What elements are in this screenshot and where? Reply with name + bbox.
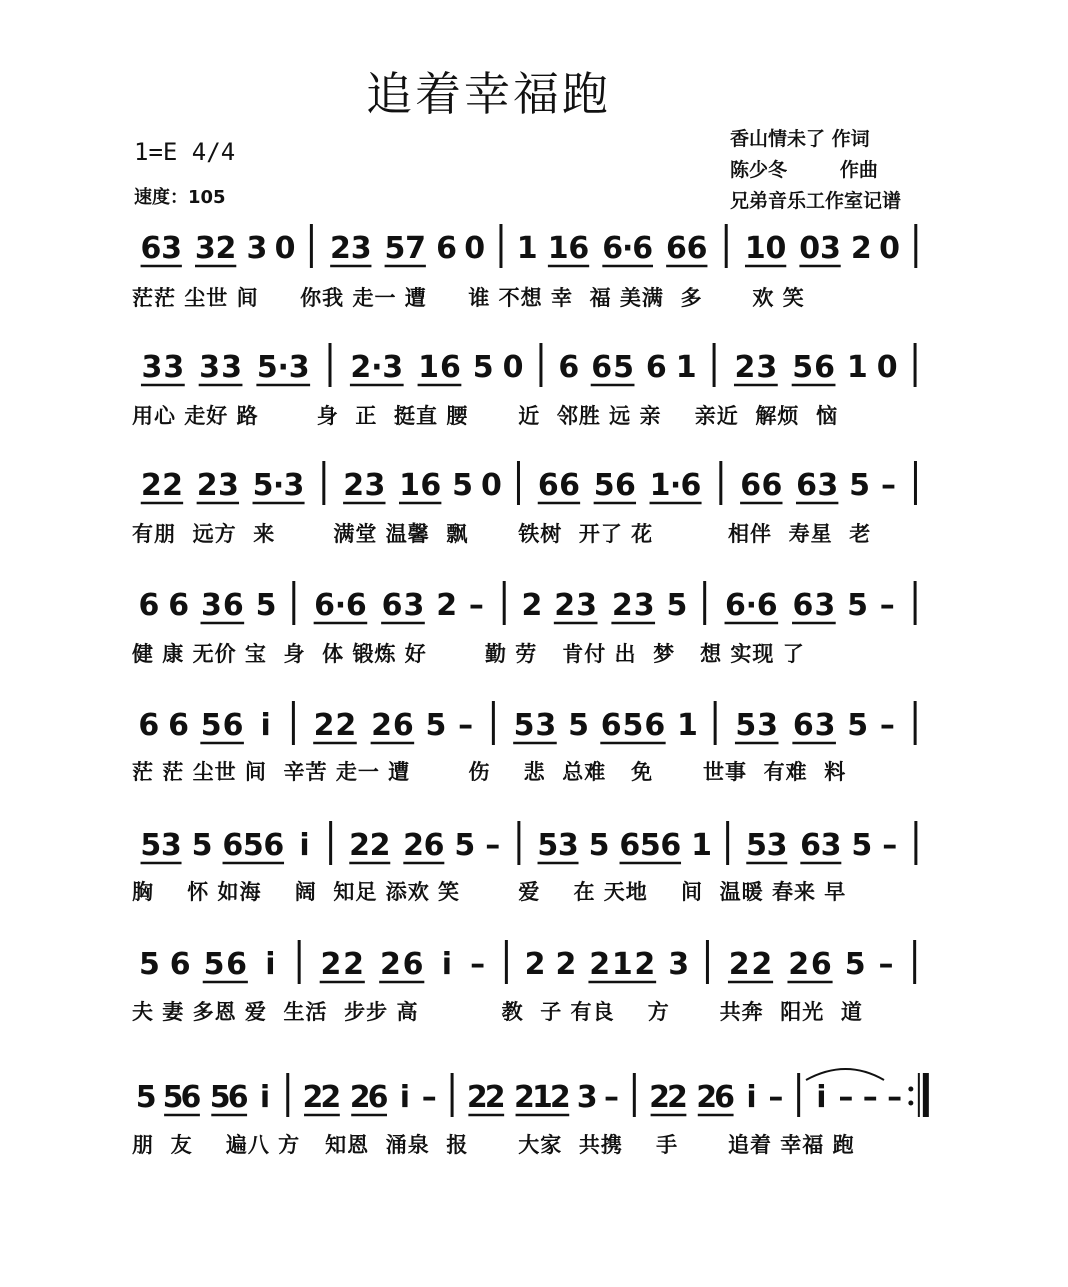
note: 3 (817, 468, 839, 503)
note: 5 (537, 828, 559, 863)
note: i (746, 1080, 757, 1115)
note: – (485, 828, 501, 863)
note: 2 (554, 588, 576, 623)
note: 5 (191, 828, 213, 863)
note: 2 (140, 468, 162, 503)
note: i (260, 708, 271, 743)
note: 2 (484, 1080, 506, 1115)
note: 3 (766, 828, 788, 863)
note: 2 (589, 947, 611, 982)
note: 2 (634, 947, 656, 982)
note: 6 (439, 350, 461, 385)
note: 6 (600, 708, 622, 743)
note: 1 (418, 350, 439, 385)
note: 1 (547, 231, 569, 266)
note: 3 (820, 828, 842, 863)
note: 2 (751, 947, 773, 982)
note: 6 (138, 588, 160, 623)
note: 6 (614, 468, 636, 503)
note: 3 (160, 828, 182, 863)
note: 2 (380, 947, 401, 982)
note: 2 (436, 588, 458, 623)
note: 2 (466, 1080, 488, 1115)
note: 2 (302, 1080, 324, 1115)
note: 1 (676, 708, 698, 743)
note: i (441, 947, 453, 982)
note: 2 (734, 350, 756, 385)
note: 3 (535, 708, 557, 743)
note: 5 (622, 708, 644, 743)
note: – (887, 1080, 903, 1115)
note: 1 (531, 1080, 553, 1115)
note: 1 (675, 350, 697, 385)
note: 6 (686, 231, 708, 266)
note: i (816, 1080, 827, 1115)
note: 1 (649, 468, 671, 503)
note: 5 (200, 708, 222, 743)
note: 5 (454, 828, 476, 863)
note: 5 (613, 350, 634, 385)
note: 2 (403, 828, 425, 863)
note: 0 (464, 231, 486, 266)
dot: · (669, 468, 682, 503)
lyric-line: 胸 怀 如海 阔 知足 添欢 笑 爱 在 天地 间 温暖 春来 早 (132, 880, 847, 904)
dot: · (371, 350, 383, 385)
note: 5 (242, 828, 264, 863)
note: 5 (255, 588, 277, 623)
note: 3 (199, 350, 221, 385)
note: 6 (796, 468, 818, 503)
note: 5 (252, 468, 274, 503)
note: 6 (591, 350, 613, 385)
note: 3 (668, 947, 690, 982)
note: – (862, 1080, 878, 1115)
note: 2 (349, 828, 370, 863)
note: 3 (217, 468, 239, 503)
lyric-line: 茫茫 尘世 间 你我 走一 遭 谁 不想 幸 福 美满 多 欢 笑 (132, 286, 805, 310)
note: 5 (203, 947, 225, 982)
note: 6 (792, 588, 814, 623)
lyricist-credit: 香山情未了 作词 (730, 128, 870, 150)
note: 2 (850, 231, 872, 266)
note: 3 (163, 350, 185, 385)
note: 2 (350, 350, 372, 385)
note: 5 (588, 828, 610, 863)
note: 6 (666, 231, 687, 266)
note: 2 (696, 1080, 718, 1115)
note: 6 (740, 468, 762, 503)
note: – (768, 1080, 784, 1115)
note: 2 (196, 468, 218, 503)
note: 5 (472, 350, 494, 385)
note: 1 (691, 828, 712, 863)
note: 6 (756, 588, 778, 623)
note: 7 (405, 231, 426, 266)
note: 3 (814, 708, 836, 743)
dot: · (334, 588, 347, 623)
note: 6 (180, 1080, 202, 1115)
note: 2 (788, 947, 810, 982)
note: 6 (402, 947, 424, 982)
note: 1 (611, 947, 633, 982)
note: 5 (847, 588, 868, 623)
note: 6 (436, 231, 457, 266)
note: 5 (452, 468, 474, 503)
dot: · (621, 231, 634, 266)
note: 2 (514, 1080, 535, 1115)
note: 3 (633, 588, 655, 623)
lyric-line: 夫 妻 多恩 爱 生活 步步 高 教 子 有良 方 共奔 阳光 道 (132, 1000, 863, 1024)
note: 5 (568, 708, 589, 743)
note: – (458, 708, 474, 743)
note: 5 (209, 1080, 231, 1115)
note: 6 (222, 708, 244, 743)
note: 2 (313, 708, 335, 743)
note: 5 (140, 828, 162, 863)
note: 5 (135, 1080, 157, 1115)
note: 2 (555, 947, 577, 982)
note: – (470, 947, 486, 982)
note: – (468, 588, 484, 623)
note: 0 (502, 350, 524, 385)
dot: · (745, 588, 758, 623)
note: 6 (725, 588, 746, 623)
note: 6 (263, 828, 285, 863)
note: 6 (537, 468, 559, 503)
note: 6 (227, 1080, 249, 1115)
note: i (299, 828, 310, 863)
note: 6 (423, 828, 445, 863)
note: 5 (849, 468, 871, 503)
note: 6 (222, 828, 244, 863)
note: 3 (557, 828, 579, 863)
note: 3 (382, 350, 404, 385)
note: 5 (639, 828, 661, 863)
note: 3 (283, 468, 305, 503)
note: 6 (168, 708, 189, 743)
lyric-line: 用心 走好 路 身 正 挺直 腰 近 邻胜 远 亲 亲近 解烦 恼 (132, 404, 838, 428)
note: 6 (168, 588, 190, 623)
note: 5 (256, 350, 278, 385)
note: 6 (645, 350, 667, 385)
note: 3 (576, 588, 598, 623)
note: 2 (521, 588, 543, 623)
note: i (259, 1080, 271, 1115)
note: – (880, 468, 896, 503)
note: 1 (516, 231, 538, 266)
note: 0 (799, 231, 821, 266)
note: 6 (314, 588, 335, 623)
note: 6 (814, 350, 835, 385)
note: 5 (513, 708, 535, 743)
note: 2 (335, 708, 357, 743)
note: – (879, 588, 895, 623)
note: – (878, 947, 894, 982)
lyric-line: 朋 友 遍八 方 知恩 涌泉 报 大家 共携 手 追着 幸福 跑 (132, 1133, 855, 1157)
note: 3 (756, 350, 778, 385)
note: 3 (757, 708, 779, 743)
note: 6 (420, 468, 442, 503)
key-signature: 1=E 4/4 (134, 138, 236, 166)
note: 2 (343, 468, 365, 503)
note: 5 (666, 588, 688, 623)
note: 0 (274, 231, 296, 266)
note: 3 (403, 588, 425, 623)
note: 3 (364, 468, 386, 503)
lyric-line: 有朋 远方 来 满堂 温馨 飘 铁树 开了 花 相伴 寿星 老 (132, 522, 872, 546)
note: 2 (549, 1080, 571, 1115)
note: – (604, 1080, 620, 1115)
note: 6 (138, 708, 160, 743)
page-title: 追着幸福跑 (366, 67, 611, 121)
note: 2 (343, 947, 364, 982)
note: 5 (844, 947, 866, 982)
note: 5 (792, 350, 814, 385)
note: 3 (141, 350, 163, 385)
note: 5 (851, 828, 873, 863)
note: 0 (481, 468, 502, 503)
note: 2 (369, 828, 391, 863)
note: 6 (619, 828, 641, 863)
repeat-dot (908, 1087, 913, 1092)
note: 6 (392, 708, 414, 743)
note: – (421, 1080, 437, 1115)
dot: · (272, 468, 285, 503)
note: 2 (371, 708, 392, 743)
note: 6 (761, 468, 783, 503)
note: 2 (215, 231, 237, 266)
note: 6 (345, 588, 367, 623)
note: 2 (666, 1080, 688, 1115)
note: 6 (632, 231, 654, 266)
lyric-line: 健 康 无价 宝 身 体 锻炼 好 勤 劳 肯付 出 梦 想 实现 了 (132, 642, 805, 666)
note: 2 (524, 947, 546, 982)
note: 6 (222, 588, 244, 623)
note: 6 (381, 588, 403, 623)
note: – (838, 1080, 854, 1115)
tie-arc (806, 1069, 884, 1080)
note: 5 (735, 708, 757, 743)
note: 6 (568, 231, 590, 266)
note: 5 (425, 708, 447, 743)
note: 3 (246, 231, 268, 266)
note: 1 (846, 350, 868, 385)
note: 3 (200, 588, 222, 623)
note: 5 (746, 828, 767, 863)
note: 6 (367, 1080, 389, 1115)
note: 6 (140, 231, 162, 266)
note: 6 (660, 828, 682, 863)
note: 3 (576, 1080, 598, 1115)
dot: · (277, 350, 289, 385)
note: 2 (320, 947, 342, 982)
note: 0 (765, 231, 787, 266)
note: 5 (384, 231, 406, 266)
note: 5 (138, 947, 160, 982)
note: 5 (162, 1080, 184, 1115)
note: 6 (226, 947, 248, 982)
note: 6 (810, 947, 832, 982)
note: 3 (350, 231, 372, 266)
note: 2 (330, 231, 351, 266)
note: 6 (714, 1080, 736, 1115)
note: 2 (162, 468, 183, 503)
lyric-line: 茫 茫 尘世 间 辛苦 走一 遭 伤 悲 总难 免 世事 有难 料 (132, 760, 847, 784)
note: 6 (680, 468, 702, 503)
note: 2 (649, 1080, 670, 1115)
note: 6 (602, 231, 624, 266)
note: 3 (819, 231, 841, 266)
note: – (879, 708, 895, 743)
note: 0 (879, 231, 900, 266)
note: 6 (644, 708, 666, 743)
note: 5 (847, 708, 869, 743)
note: 3 (288, 350, 310, 385)
note: 6 (559, 468, 580, 503)
repeat-dot (908, 1101, 913, 1106)
note: – (882, 828, 898, 863)
note: 3 (194, 231, 216, 266)
note: 6 (558, 350, 580, 385)
note: 6 (792, 708, 814, 743)
note: 1 (399, 468, 421, 503)
note: 3 (221, 350, 242, 385)
composer-credit: 陈少冬 作曲 (730, 159, 878, 181)
note: 6 (169, 947, 191, 982)
note: i (265, 947, 276, 982)
note: 2 (320, 1080, 342, 1115)
note: 2 (349, 1080, 371, 1115)
note: 5 (593, 468, 615, 503)
tempo-marking: 速度：105 (134, 187, 226, 208)
note: 3 (814, 588, 836, 623)
note: 6 (800, 828, 822, 863)
note: i (399, 1080, 411, 1115)
note: 0 (876, 350, 898, 385)
note: 2 (611, 588, 633, 623)
transcriber-credit: 兄弟音乐工作室记谱 (730, 190, 902, 212)
note: 3 (161, 231, 182, 266)
note: 2 (728, 947, 750, 982)
note: 1 (744, 231, 766, 266)
